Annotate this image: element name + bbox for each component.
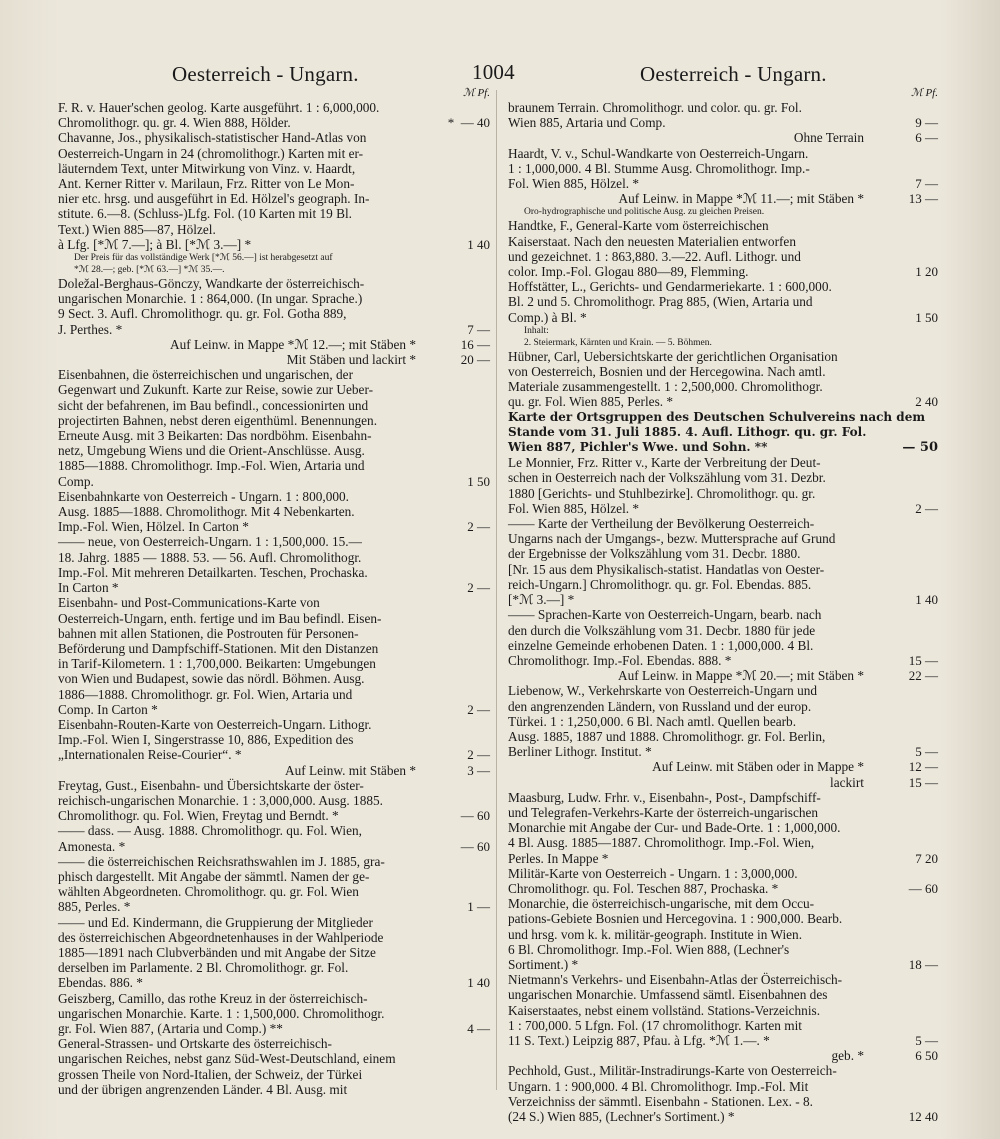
entry-line: Karte der Ortsgruppen des Deutschen Schulvereins nach dem [508,409,926,424]
entry-line: und Telegrafen-Verkehrs-Karte der österreich-ungarischen [508,804,819,820]
entry-line: Inhalt: [524,325,549,336]
entry-line: projectirten Bahnen, nebst deren eigenthüml. Benennungen. [58,412,378,428]
entry-price: 3 — [467,762,490,778]
entry-line: Ohne Terrain [793,130,864,146]
entry-line: General-Strassen- und Ortskarte des österreichisch- [58,1036,332,1052]
column-divider [496,90,497,1090]
entry-line: Oro-hydrographische und politische Ausg. zu gleichen Preisen. [524,207,765,218]
entry-price: 1 50 [915,309,938,325]
unit-label: ℳ Pf. [462,87,490,99]
entry-line: 1880 [Gerichts- und Stuhlbezirke]. Chromolithogr. qu. gr. [508,485,816,501]
entry-line: 1 : 1,000,000. 4 Bl. Stumme Ausg. Chromolithogr. Imp.- [508,160,810,176]
catalog-entry [58,337,490,352]
entry-price: * — 40 [447,115,490,131]
entry-line: ungarischen Monarchie. Umfassend sämtl. Eisenbahnen des [508,987,828,1003]
catalog-entry [508,349,938,410]
entry-line: Eisenbahn-Routen-Karte von Oesterreich-Ungarn. Lithogr. [58,716,372,732]
entry-line: den angrenzenden Ländern, von Russland und der europ. [508,698,812,714]
catalog-entry [508,455,938,516]
entry-price: 9 — [915,115,938,131]
entry-price: 13 — [908,191,938,207]
catalog-entry [508,775,938,790]
entry-line: —— neue, von Oesterreich-Ungarn. 1 : 1,500,000. 15.— [58,534,362,550]
entry-line: Ebendas. 886. * [58,975,143,991]
catalog-entry [58,854,490,915]
catalog-entry [58,252,490,276]
entry-price: 2 — [467,701,490,717]
entry-line: Ungarns nach der Umgangs-, bezw. Muttersprache auf Grund [508,531,836,547]
catalog-entry [508,1063,938,1124]
entry-line: von Oesterreich, Bosnien und der Hercegowina. Nach amtl. [508,364,826,380]
entry-line: läuterndem Text, unter Mitwirkung von Vinz. v. Haardt, [58,160,356,176]
entry-line: „Internationalen Reise-Courier“. * [58,747,242,763]
entry-line: à Lfg. [*ℳ 7.—]; à Bl. [*ℳ 3.—] * [58,236,252,252]
entry-line: Chromolithogr. qu. Fol. Wien, Freytag und Berndt. * [58,808,339,824]
entry-line: Berliner Lithogr. Institut. * [508,744,652,760]
catalog-entry [508,146,938,192]
entry-line: Ausg. 1885—1888. Chromolithogr. Mit 4 Nebenkarten. [58,504,355,520]
entry-line: netz, Umgebung Wiens und die Orient-Anschlüsse. Ausg. [58,443,365,459]
entry-price: 4 — [467,1020,490,1036]
entry-line: pations-Gebiete Bosnien und Hercegovina. 1 : 900,000. Bearb. [508,911,843,927]
entry-price: 16 — [460,336,490,352]
catalog-entry [58,778,490,824]
catalog-entry [58,534,490,595]
entry-price: — 60 [460,838,490,854]
catalog-entry [508,683,938,759]
entry-line: und gezeichnet. 1 : 863,880. 3.—22. Aufl. Lithogr. und [508,248,801,264]
catalog-entry [58,276,490,337]
catalog-entry [508,191,938,206]
entry-line: 2. Steiermark, Kärnten und Krain. — 5. Böhmen. [524,337,712,348]
entry-line: Eisenbahn- und Post-Communications-Karte von [58,595,320,611]
entry-line: Chromolithogr. qu. gr. 4. Wien 888, Hölder. [58,115,291,131]
entry-line: Auf Leinw. in Mappe *ℳ 20.—; mit Stäben * [617,668,864,684]
entry-line: Chromolithogr. Imp.-Fol. Ebendas. 888. * [508,652,732,668]
entry-line: Sortiment.) * [508,956,579,972]
catalog-entry [508,279,938,325]
entry-line: Le Monnier, Frz. Ritter v., Karte der Verbreitung der Deut- [508,455,821,471]
entry-price: 12 — [908,759,938,775]
catalog-entry [508,759,938,774]
right-entries [508,100,938,1124]
entry-line: Perles. In Mappe * [508,850,609,866]
page-number: 1004 [472,60,515,84]
entry-line: [Nr. 15 aus dem Physikalisch-statist. Handatlas von Oester- [508,561,825,577]
entry-price: 1 20 [915,264,938,280]
entry-line: F. R. v. Hauer'schen geolog. Karte ausgeführt. 1 : 6,000,000. [58,100,380,115]
entry-line: Doležal-Berghaus-Gönczy, Wandkarte der österreichisch- [58,276,365,292]
entry-price: 6 — [915,130,938,146]
catalog-entry [508,607,938,668]
entry-line: Ungarn. 1 : 900,000. 4 Bl. Chromolithogr. Imp.-Fol. Mit [508,1078,809,1094]
header-right-title: Oesterreich - Ungarn. [640,62,827,86]
catalog-entry [58,1036,490,1097]
entry-price: 5 — [915,1032,938,1048]
entry-line: 4 Bl. Ausg. 1885—1887. Chromolithogr. Imp.-Fol. Wien, [508,835,815,851]
entry-line: lackirt [830,774,864,790]
entry-line: —— dass. — Ausg. 1888. Chromolithogr. qu. Fol. Wien, [58,823,362,839]
header-left-title: Oesterreich - Ungarn. [172,62,359,86]
entry-line: Mit Stäben und lackirt * [286,352,416,368]
entry-line: —— und Ed. Kindermann, die Gruppierung der Mitglieder [58,914,373,930]
entry-line: 6 Bl. Chromolithogr. Imp.-Fol. Wien 888, (Lechner's [508,941,790,957]
entry-line: Comp. In Carton * [58,701,158,717]
entry-price: 18 — [908,956,938,972]
left-column [58,86,490,1097]
catalog-entry [508,410,938,456]
entry-price: 2 — [467,580,490,596]
entry-line: Auf Leinw. in Mappe *ℳ 11.—; mit Stäben * [618,191,864,207]
entry-line: Handtke, F., General-Karte vom österreichischen [508,218,769,234]
catalog-entry [58,489,490,535]
entry-line: 885, Perles. * [58,899,131,915]
entry-line: Hoffstätter, L., Gerichts- und Gendarmeriekarte. 1 : 600,000. [508,279,832,295]
entry-line: *ℳ 28.—; geb. [*ℳ 63.—] *ℳ 35.—. [74,265,225,276]
entry-line: Eisenbahnen, die österreichischen und ungarischen, der [58,367,354,383]
entry-line: Auf Leinw. in Mappe *ℳ 12.—; mit Stäben * [169,336,416,352]
entry-line: Oesterreich-Ungarn in 24 (chromolithogr.) Karten mit er- [58,145,364,161]
entry-line: 9 Sect. 3. Aufl. Chromolithogr. qu. gr. Fol. Gotha 889, [58,306,347,322]
catalog-entry [58,100,490,130]
entry-line: Freytag, Gust., Eisenbahn- und Übersichtskarte der öster- [58,777,364,793]
catalog-entry [58,352,490,367]
page-header [0,58,1000,88]
entry-price: 12 40 [908,1109,938,1124]
catalog-entry [508,972,938,1048]
entry-price: 15 — [908,652,938,668]
entry-price: 1 40 [467,975,490,991]
entry-line: Imp.-Fol. Wien, Hölzel. In Carton * [58,519,249,535]
entry-line: der Ergebnisse der Volkszählung vom 31. Decbr. 1880. [508,546,801,562]
entry-line: Türkei. 1 : 1,250,000. 6 Bl. Nach amtl. Quellen bearb. [508,713,797,729]
entry-line: Text.) Wien 885—87, Hölzel. [58,221,216,237]
entry-price: 1 — [467,899,490,915]
catalog-entry [58,763,490,778]
entry-price: 1 40 [467,236,490,252]
entry-price: — 50 [902,440,938,456]
entry-line: einzelne Gemeinde erhobenen Daten. 1 : 1,000,000. 4 Bl. [508,637,814,653]
entry-line: reichisch-ungarischen Monarchie. 1 : 3,000,000. Ausg. 1885. [58,792,383,808]
catalog-entry [58,595,490,717]
entry-line: Beförderung und Dampfschiff-Stationen. Mit den Distanzen [58,640,379,656]
entry-price: 2 40 [915,394,938,410]
entry-line: braunem Terrain. Chromolithogr. und color. qu. gr. Fol. [508,100,802,115]
entry-line: Chromolithogr. qu. Fol. Teschen 887, Prochaska. * [508,880,779,896]
entry-line: bahnen mit allen Stationen, die Postrouten für Personen- [58,625,359,641]
entry-line: Auf Leinw. mit Stäben * [285,762,416,778]
entry-line: in Tarif-Kilometern. 1 : 1,700,000. Beikarten: Umgebungen [58,656,376,672]
entry-line: Der Preis für das vollständige Werk [*ℳ 56.—] ist herabgesetzt auf [74,253,333,264]
entry-line: derselben im Parlamente. 2 Bl. Chromolithogr. gr. Fol. [58,960,349,976]
entry-line: Auf Leinw. mit Stäben oder in Mappe * [652,759,864,775]
catalog-entry [508,325,938,349]
entry-line: Gegenwart und Zukunft. Karte zur Reise, sowie zur Ueber- [58,382,374,398]
entry-line: wählten Abgeordneten. Chromolithogr. qu. gr. Fol. Wien [58,884,359,900]
entry-line: phisch dargestellt. Mit Angabe der sämmtl. Namen der ge- [58,868,370,884]
entry-price: 5 — [915,744,938,760]
right-column [508,86,938,1124]
catalog-entry [58,823,490,853]
catalog-entry [58,915,490,991]
entry-line: 1885—1888. Chromolithogr. Imp.-Fol. Wien, Artaria und [58,458,365,474]
entry-line: Pechhold, Gust., Militär-Instradirungs-Karte von Oesterreich- [508,1063,837,1079]
entry-line: Erneute Ausg. mit 3 Beikarten: Das nordböhm. Eisenbahn- [58,428,372,444]
entry-line: Monarchie mit Angabe der Cur- und Bade-Orte. 1 : 1,000,000. [508,820,841,836]
entry-line: Kaiserstaat. Nach den neuesten Materialien entworfen [508,233,796,249]
entry-line: —— die österreichischen Reichsrathswahlen im J. 1885, gra- [58,853,385,869]
entry-line: 11 S. Text.) Leipzig 887, Pfau. à Lfg. *ℳ 1.—. * [508,1032,770,1048]
catalog-entry [508,668,938,683]
entry-price: 7 20 [915,850,938,866]
entry-line: 1886—1888. Chromolithogr. gr. Fol. Wien, Artaria und [58,686,353,702]
entry-line: sicht der befahrenen, im Bau befindl., concessionirten und [58,397,369,413]
catalog-entry [58,367,490,489]
entry-line: Hübner, Carl, Uebersichtskarte der gerichtlichen Organisation [508,348,838,364]
catalog-entry [508,866,938,896]
entry-line: schen in Oesterreich nach der Volkszählung vom 31. Dezbr. [508,470,826,486]
entry-line: nier etc. hrsg. und ausgeführt in Ed. Hölzel's geograph. In- [58,191,370,207]
entry-line: Comp. [58,473,94,489]
entry-line: Militär-Karte von Oesterreich - Ungarn. 1 : 3,000,000. [508,865,798,881]
entry-line: reich-Ungarn.] Chromolithogr. qu. gr. Fol. Ebendas. 885. [508,576,812,592]
entry-price: 1 40 [915,592,938,608]
entry-line: Haardt, V. v., Schul-Wandkarte von Oesterreich-Ungarn. [508,145,809,161]
entry-line: Stande vom 31. Juli 1885. 4. Aufl. Lithogr. qu. gr. Fol. [508,424,867,439]
entry-line: geb. * [831,1048,864,1064]
entry-line: ungarischen Monarchie. Karte. 1 : 1,500,000. Chromolithogr. [58,1005,385,1021]
entry-line: Ausg. 1885, 1887 und 1888. Chromolithogr. gr. Fol. Berlin, [508,728,826,744]
entry-price: 22 — [908,668,938,684]
entry-line: Materiale zusammengestellt. 1 : 2,500,000. Chromolithogr. [508,379,823,395]
entry-line: Fol. Wien 885, Hölzel. * [508,500,640,516]
entry-line: Imp.-Fol. Mit mehreren Detailkarten. Teschen, Prochaska. [58,564,368,580]
entry-line: stitute. 6.—8. (Schluss-)Lfg. Fol. (10 Karten mit 19 Bl. [58,206,352,222]
entry-line: Kaiserstaates, nebst einem vollständ. Stations-Verzeichnis. [508,1002,821,1018]
entry-line: Geiszberg, Camillo, das rothe Kreuz in der österreichisch- [58,990,368,1006]
catalog-entry [58,991,490,1037]
entry-line: von Wien und Budapest, sowie das nördl. Böhmen. Ausg. [58,671,365,687]
entry-price: 6 50 [915,1048,938,1064]
entry-line: Liebenow, W., Verkehrskarte von Oesterreich-Ungarn und [508,683,818,699]
entry-line: Nietmann's Verkehrs- und Eisenbahn-Atlas der Österreichisch- [508,972,843,988]
catalog-entry [508,218,938,279]
entry-line: qu. gr. Fol. Wien 885, Perles. * [508,394,674,410]
entry-line: Maasburg, Ludw. Frhr. v., Eisenbahn-, Post-, Dampfschiff- [508,789,821,805]
entry-line: ungarischen Reiches, nebst ganz Süd-West-Deutschland, einem [58,1051,396,1067]
entry-line: den durch die Volkszählung vom 31. Decbr. 1880 für jede [508,622,816,638]
entry-line: Amonesta. * [58,838,126,854]
catalog-entry [508,1048,938,1063]
entry-price: 20 — [460,352,490,368]
entry-line: und der übrigen angrenzenden Länder. 4 Bl. Ausg. mit [58,1081,348,1097]
entry-line: und hrsg. vom k. k. militär-geograph. Institute in Wien. [508,926,803,942]
entry-line: 1885—1891 nach Clubverbänden und mit Angabe der Sitze [58,944,376,960]
unit-label: ℳ Pf. [910,87,938,99]
entry-line: (24 S.) Wien 885, (Lechner's Sortiment.) * [508,1109,735,1124]
entry-line: des österreichischen Abgeordnetenhauses in der Wahlperiode [58,929,384,945]
entry-price: 7 — [915,176,938,192]
entry-line: Fol. Wien 885, Hölzel. * [508,176,640,192]
entry-line: Wien 887, Pichler's Wwe. und Sohn. ** [508,440,768,455]
entry-line: —— Karte der Vertheilung der Bevölkerung Oesterreich- [508,516,815,532]
catalog-entry [508,100,938,130]
entry-price: 15 — [908,774,938,790]
entry-line: grossen Theile von Nord-Italien, der Schweiz, der Türkei [58,1066,363,1082]
entry-line: [*ℳ 3.—] * [508,592,575,608]
entry-price: — 60 [460,808,490,824]
entry-line: 18. Jahrg. 1885 — 1888. 53. — 56. Aufl. Chromolithogr. [58,549,362,565]
catalog-entry [508,896,938,972]
catalog-entry [508,790,938,866]
entry-line: Bl. 2 und 5. Chromolithogr. Prag 885, (Wien, Artaria und [508,294,813,310]
entry-price: 2 — [467,519,490,535]
entry-line: ungarischen Monarchie. 1 : 864,000. (In ungar. Sprache.) [58,291,363,307]
entry-line: Monarchie, die österreichisch-ungarische, mit dem Occu- [508,896,815,912]
catalog-entry [508,206,938,218]
entry-line: Chavanne, Jos., physikalisch-statistischer Hand-Atlas von [58,130,367,146]
entry-line: In Carton * [58,580,119,596]
entry-line: Imp.-Fol. Wien I, Singerstrasse 10, 886, Expedition des [58,732,354,748]
left-entries [58,100,490,1097]
entry-line: Eisenbahnkarte von Oesterreich - Ungarn. 1 : 800,000. [58,488,349,504]
entry-price: 2 — [915,500,938,516]
entry-line: color. Imp.-Fol. Glogau 880—89, Flemming. [508,264,749,280]
entry-line: Ant. Kerner Ritter v. Marilaun, Frz. Ritter von Le Mon- [58,176,355,192]
catalog-entry [508,130,938,145]
entry-price: 2 — [467,747,490,763]
catalog-entry [58,130,490,252]
entry-price: 7 — [467,321,490,337]
entry-line: J. Perthes. * [58,321,123,337]
catalog-entry [58,717,490,763]
entry-line: Oesterreich-Ungarn, enth. fertige und im Bau befindl. Eisen- [58,610,382,626]
entry-price: 1 50 [467,473,490,489]
entry-line: Wien 885, Artaria und Comp. [508,115,666,131]
entry-line: —— Sprachen-Karte von Oesterreich-Ungarn, bearb. nach [508,607,822,623]
entry-line: gr. Fol. Wien 887, (Artaria und Comp.) ** [58,1020,283,1036]
entry-line: Comp.) à Bl. * [508,309,587,325]
catalog-entry [508,516,938,607]
entry-price: — 60 [908,880,938,896]
entry-line: 1 : 700,000. 5 Lfgn. Fol. (17 chromolithogr. Karten mit [508,1017,802,1033]
entry-line: Verzeichniss der sämmtl. Eisenbahn - Stationen. Lex. - 8. [508,1093,814,1109]
